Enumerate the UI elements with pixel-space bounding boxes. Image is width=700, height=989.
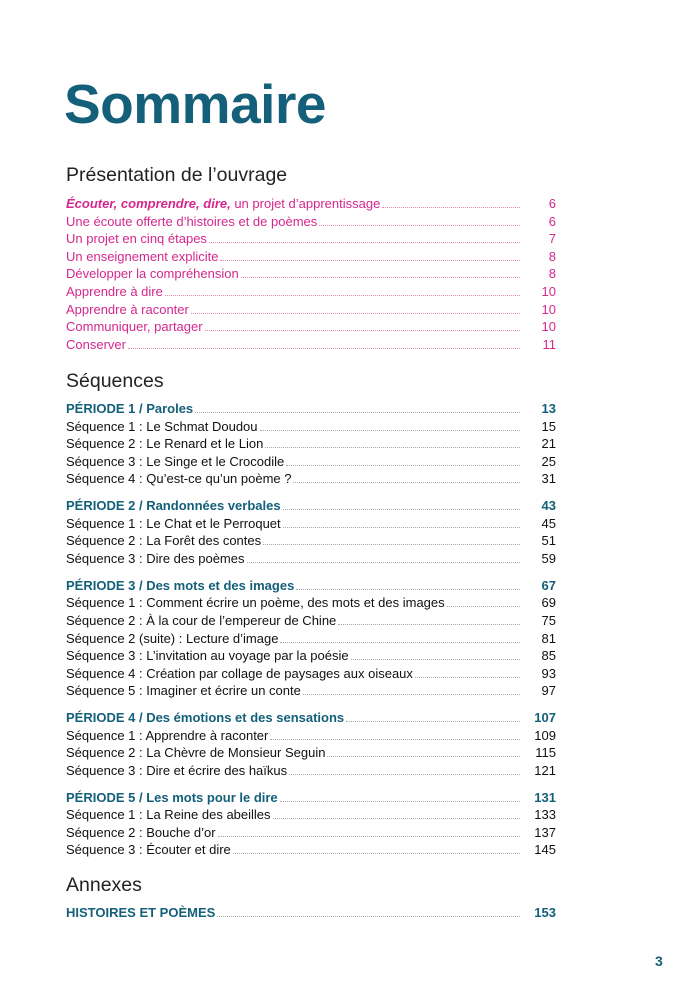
toc-entry-label: Séquence 5 : Imaginer et écrire un conte	[66, 683, 301, 699]
leader-dots	[319, 215, 520, 226]
leader-dots	[260, 420, 520, 431]
toc-page-number: 10	[541, 301, 556, 317]
toc-page-number: 10	[541, 283, 556, 299]
toc-entry[interactable]	[66, 301, 556, 319]
leader-dots	[283, 517, 520, 528]
toc-entry-label: Séquence 2 : La Forêt des contes	[66, 533, 262, 549]
page-number: 3	[655, 953, 663, 969]
toc-entry-label: Séquence 3 : Dire et écrire des haïkus	[66, 762, 288, 778]
toc-entry-label: Communiquer, partager	[66, 319, 203, 335]
toc-entry[interactable]	[66, 550, 556, 568]
toc-entry-label: Apprendre à raconter	[66, 301, 189, 317]
toc-entry-label: Séquence 3 : Dire des poèmes	[66, 550, 245, 566]
leader-dots	[217, 906, 520, 917]
leader-dots	[346, 711, 520, 722]
toc-entry-label: Séquence 3 : L’invitation au voyage par la poésie	[66, 648, 349, 664]
toc-entry-label: Séquence 1 : Le Chat et le Perroquet	[66, 515, 281, 531]
leader-dots	[351, 649, 520, 660]
toc-entry[interactable]	[66, 283, 556, 301]
period-group	[66, 577, 556, 700]
leader-dots	[382, 197, 520, 208]
period-group	[66, 400, 556, 488]
toc-entry-label: Un enseignement explicite	[66, 248, 219, 264]
toc-entry-label	[66, 195, 380, 213]
leader-dots	[205, 320, 520, 331]
toc-entry[interactable]	[66, 762, 556, 780]
leader-dots	[218, 826, 520, 837]
toc-entry[interactable]	[66, 213, 556, 231]
toc-page-number: 25	[541, 453, 556, 469]
toc-page-number: 21	[541, 436, 556, 452]
leader-dots	[289, 764, 520, 775]
toc-entry[interactable]	[66, 630, 556, 648]
toc-entry[interactable]	[66, 336, 556, 354]
leader-dots	[273, 808, 520, 819]
leader-dots	[270, 729, 520, 740]
toc-entry-label: PÉRIODE 2 / Randonnées verbales	[66, 498, 281, 514]
toc-entry[interactable]	[66, 727, 556, 745]
toc-page-number: 85	[541, 648, 556, 664]
toc-entry-label: Apprendre à dire	[66, 283, 163, 299]
section-heading-presentation: Présentation de l’ouvrage	[66, 164, 288, 186]
leader-dots	[220, 250, 520, 261]
toc-entry-label: Une écoute offerte d’histoires et de poèmes	[66, 213, 318, 229]
page-title: Sommaire	[64, 73, 326, 135]
toc-entry-label: Séquence 2 : À la cour de l’empereur de Chine	[66, 612, 337, 628]
toc-page-number: 43	[541, 498, 556, 514]
toc-entry-label: PÉRIODE 1 / Paroles	[66, 401, 194, 416]
toc-entry-label: Conserver	[66, 336, 126, 352]
toc-entry-label: PÉRIODE 5 / Les mots pour le dire	[66, 789, 278, 805]
toc-entry-label: Séquence 2 : Bouche d’or	[66, 824, 216, 840]
toc-entry[interactable]	[66, 470, 556, 488]
toc-page-number: 93	[541, 665, 556, 681]
toc-entry[interactable]	[66, 841, 556, 859]
toc-entry[interactable]	[66, 230, 556, 248]
toc-entry[interactable]	[66, 612, 556, 630]
toc-page-number: 11	[542, 336, 556, 352]
toc-entry[interactable]	[66, 594, 556, 612]
toc-entry[interactable]	[66, 806, 556, 824]
toc-entry-label: Séquence 1 : Apprendre à raconter	[66, 727, 269, 743]
leader-dots	[209, 232, 520, 243]
toc-entry[interactable]	[66, 453, 556, 471]
toc-page-number: 81	[541, 630, 556, 646]
toc-entry-label: Développer la compréhension	[66, 266, 239, 282]
annexes-list	[66, 904, 556, 922]
period-group	[66, 497, 556, 567]
leader-dots	[241, 267, 520, 278]
toc-page-number: 45	[541, 515, 556, 531]
period-group	[66, 709, 556, 779]
toc-page-number: 69	[541, 595, 556, 611]
leader-dots	[247, 552, 521, 563]
presentation-list	[66, 195, 556, 353]
toc-page-number: 6	[548, 213, 556, 229]
period-entry[interactable]	[66, 709, 556, 727]
leader-dots	[233, 843, 520, 854]
toc-entry-label: Séquence 1 : Comment écrire un poème, des mots et des images	[66, 595, 445, 611]
toc-entry[interactable]	[66, 265, 556, 283]
leader-dots	[286, 455, 520, 466]
toc-entry-italic: Écouter, comprendre, dire,	[66, 196, 231, 211]
toc-page-number: 115	[535, 745, 556, 761]
toc-entry-label: Séquence 3 : Écouter et dire	[66, 842, 231, 858]
section-heading-sequences: Séquences	[66, 370, 164, 392]
toc-page-number: 153	[534, 905, 556, 920]
toc-entry[interactable]	[66, 195, 556, 213]
leader-dots	[327, 746, 520, 757]
toc-page-number: 131	[534, 789, 556, 805]
leader-dots	[191, 303, 520, 314]
period-entry[interactable]	[66, 400, 556, 418]
toc-page-number: 8	[548, 266, 556, 282]
leader-dots	[296, 579, 520, 590]
leader-dots	[280, 632, 520, 643]
toc-entry[interactable]	[66, 744, 556, 762]
toc-entry[interactable]	[66, 318, 556, 336]
toc-entry-label: PÉRIODE 3 / Des mots et des images	[66, 577, 295, 593]
leader-dots	[293, 472, 520, 483]
toc-page-number: 8	[548, 248, 556, 264]
toc-page-number: 13	[541, 401, 556, 416]
toc-page-number: 75	[541, 612, 556, 628]
toc-entry-rest: un projet d’apprentissage	[230, 196, 381, 211]
toc-page-number: 133	[534, 807, 556, 823]
toc-entry[interactable]	[66, 682, 556, 700]
toc-page-number: 7	[548, 231, 556, 247]
toc-page-number: 145	[534, 842, 556, 858]
toc-entry-label: PÉRIODE 4 / Des émotions et des sensations	[66, 710, 345, 726]
leader-dots	[303, 684, 520, 695]
toc-page-number: 137	[534, 824, 556, 840]
toc-page-number: 121	[534, 762, 556, 778]
period-entry[interactable]	[66, 789, 556, 807]
toc-entry-label: Séquence 4 : Qu’est-ce qu’un poème ?	[66, 471, 292, 487]
toc-entry[interactable]	[66, 904, 556, 922]
toc-page-number: 59	[541, 550, 556, 566]
toc-page-number: 6	[548, 196, 556, 211]
leader-dots	[283, 499, 520, 510]
section-heading-annexes: Annexes	[66, 874, 142, 896]
toc-page-number: 107	[534, 710, 556, 726]
toc-page-number: 15	[541, 418, 556, 434]
toc-entry[interactable]	[66, 647, 556, 665]
toc-entry[interactable]	[66, 665, 556, 683]
toc-entry-label: Séquence 1 : La Reine des abeilles	[66, 807, 271, 823]
toc-entry-label: Séquence 4 : Création par collage de paysages aux oiseaux	[66, 665, 413, 681]
toc-entry[interactable]	[66, 532, 556, 550]
toc-page-number: 97	[541, 683, 556, 699]
toc-entry[interactable]	[66, 515, 556, 533]
toc-entry[interactable]	[66, 248, 556, 266]
leader-dots	[263, 534, 520, 545]
toc-entry-label: Séquence 2 : La Chèvre de Monsieur Seguin	[66, 745, 326, 761]
period-entry[interactable]	[66, 577, 556, 595]
period-entry[interactable]	[66, 497, 556, 515]
leader-dots	[165, 285, 520, 296]
leader-dots	[265, 437, 520, 448]
leader-dots	[447, 596, 520, 607]
toc-entry-label: Séquence 1 : Le Schmat Doudou	[66, 418, 258, 434]
toc-entry-label: Séquence 2 : Le Renard et le Lion	[66, 436, 264, 452]
leader-dots	[128, 338, 520, 349]
toc-page-number: 31	[541, 471, 556, 487]
toc-page-number: 67	[541, 577, 556, 593]
leader-dots	[415, 667, 520, 678]
toc-entry[interactable]	[66, 435, 556, 453]
leader-dots	[280, 791, 520, 802]
toc-page-number: 51	[541, 533, 556, 549]
leader-dots	[195, 402, 520, 413]
leader-dots	[338, 614, 520, 625]
toc-entry-label: HISTOIRES ET POÈMES	[66, 905, 216, 920]
toc-entry-label: Séquence 2 (suite) : Lecture d’image	[66, 630, 279, 646]
toc-entry[interactable]	[66, 418, 556, 436]
toc-entry-label: Un projet en cinq étapes	[66, 231, 207, 247]
toc-entry-label: Séquence 3 : Le Singe et le Crocodile	[66, 453, 285, 469]
period-group	[66, 789, 556, 859]
toc-entry[interactable]	[66, 824, 556, 842]
toc-page-number: 109	[534, 727, 556, 743]
toc-page-number: 10	[541, 319, 556, 335]
sequences-list	[66, 400, 556, 859]
